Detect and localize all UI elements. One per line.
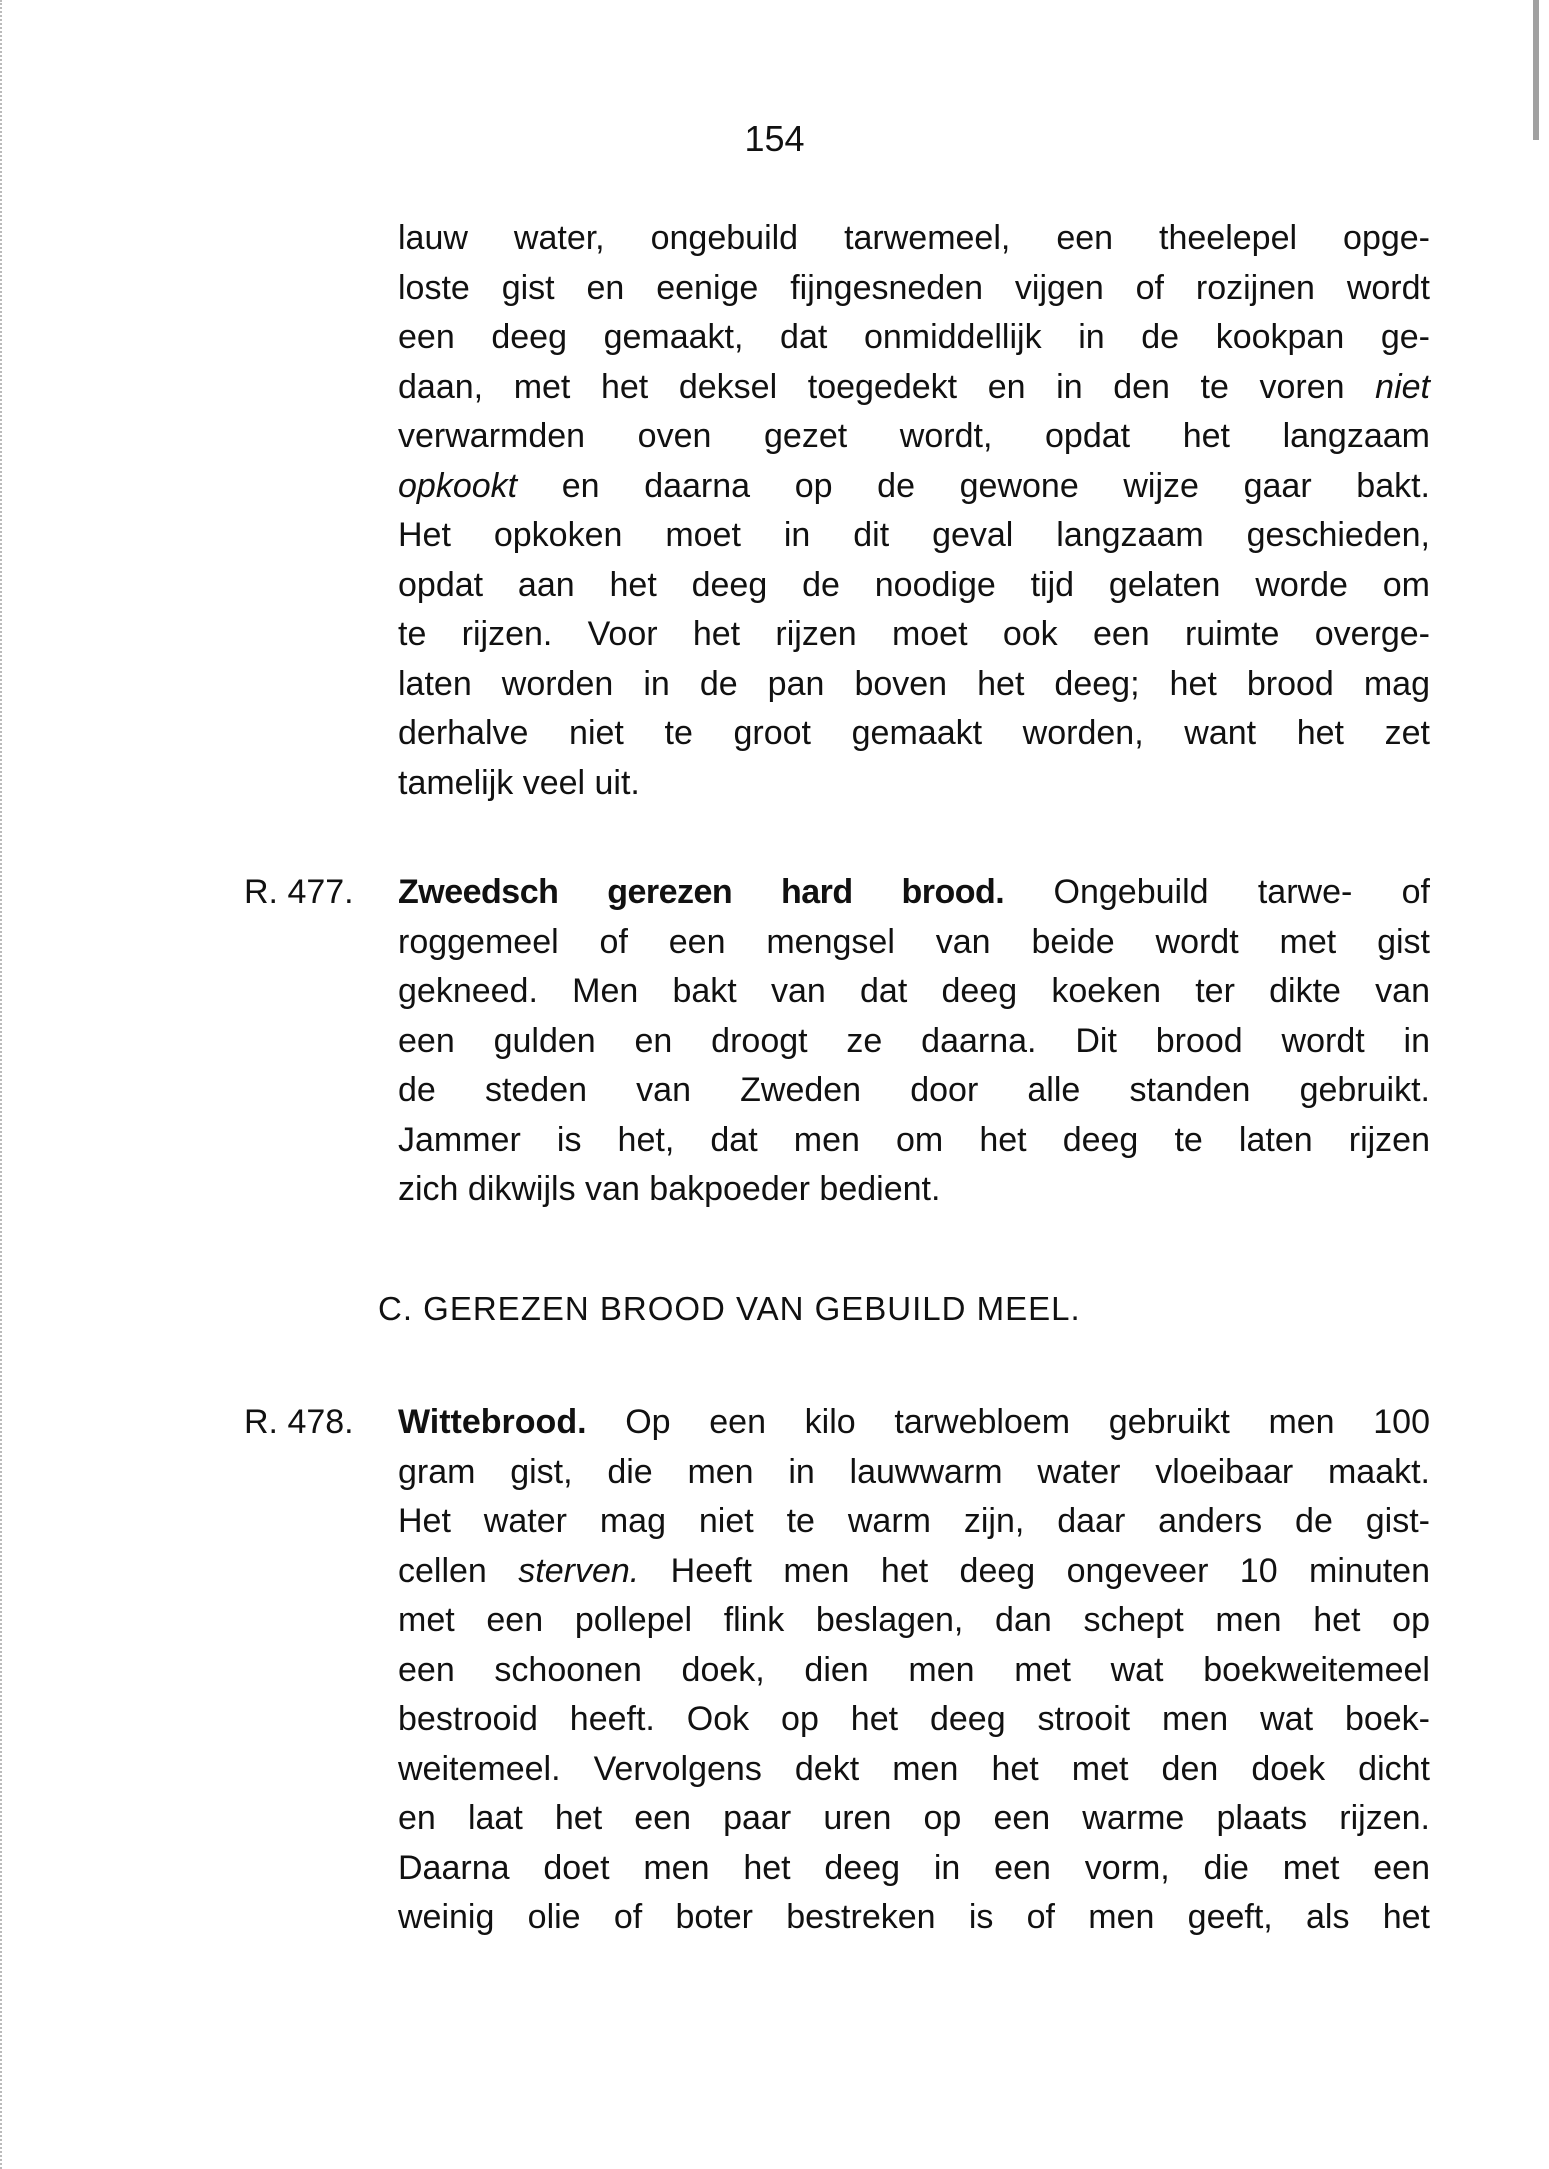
text-line: roggemeel of een mengsel van beide wordt met gist [398,922,1430,961]
page-number: 154 [744,118,805,159]
text-line: cellen sterven. Heeft men het deeg ongeveer 10 minuten [398,1551,1430,1590]
text-line: Het water mag niet te warm zijn, daar anders de gist- [398,1502,1430,1540]
emphasis: opkookt [398,466,518,505]
text-line: Daarna doet men het deeg in een vorm, die met een [398,1848,1430,1887]
recipe-478-label: R. 478. [244,1403,354,1441]
recipe-477-first-line [398,868,1430,918]
text-line: de steden van Zweden door alle standen gebruikt. [398,1071,1430,1109]
text-line: weinig olie of boter bestreken is of men geeft, als het [398,1898,1430,1936]
text-line: en laat het een paar uren op een warme plaats rijzen. [398,1799,1430,1837]
continuation-paragraph [398,214,1430,808]
recipe-478-title: Wittebrood. [398,1403,587,1441]
text-line: bestrooid heeft. Ook op het deeg strooit men wat boek- [398,1700,1430,1738]
text-line: Het opkoken moet in dit geval langzaam geschieden, [398,516,1430,554]
text-line: een deeg gemaakt, dat onmiddellijk in de kookpan ge- [398,318,1430,356]
text-line: derhalve niet te groot gemaakt worden, want het zet [398,714,1430,752]
text-line: opdat aan het deeg de noodige tijd gelaten worde om [398,565,1430,604]
text-line: zich dikwijls van bakpoeder bedient. [398,1170,941,1208]
page-edge-left [0,0,16,2169]
emphasis: sterven. [518,1551,640,1590]
text-line: verwarmden oven gezet wordt, opdat het langzaam [398,417,1430,455]
recipe-478 [398,1398,1430,1943]
section-heading: C. GEREZEN BROOD VAN GEBUILD MEEL. [378,1290,1081,1327]
text-line: lauw water, ongebuild tarwemeel, een theelepel opge- [398,219,1430,257]
text-line: opkookt en daarna op de gewone wijze gaar bakt. [398,466,1430,505]
text-line: een schoonen doek, dien men met wat boekweitemeel [398,1650,1430,1689]
emphasis: niet [1375,367,1430,406]
text-line: loste gist en eenige fijngesneden vijgen of rozijnen wordt [398,268,1430,307]
recipe-478-first-text: Op een kilo tarwebloem gebruikt men 100 [625,1403,1430,1441]
text-line: daan, met het deksel toegedekt en in den te voren niet [398,367,1430,406]
text-line: Jammer is het, dat men om het deeg te laten rijzen [398,1120,1430,1159]
text-line: laten worden in de pan boven het deeg; het brood mag [398,664,1430,703]
recipe-477-first-text: Ongebuild tarwe- of [1053,873,1430,911]
recipe-477 [398,868,1430,1215]
text-line: gram gist, die men in lauwwarm water vloeibaar maakt. [398,1452,1430,1491]
recipe-477-label: R. 477. [244,873,354,911]
text-line: tamelijk veel uit. [398,763,640,802]
text-line: gekneed. Men bakt van dat deeg koeken ter dikte van [398,972,1430,1010]
recipe-477-title: Zweedsch gerezen hard brood. [398,873,1005,911]
text-line: te rijzen. Voor het rijzen moet ook een ruimte overge- [398,615,1430,653]
text-line: weitemeel. Vervolgens dekt men het met den doek dicht [398,1749,1430,1788]
recipe-478-first-line [398,1398,1430,1448]
text-line: een gulden en droogt ze daarna. Dit brood wordt in [398,1021,1430,1060]
text-line: met een pollepel flink beslagen, dan schept men het op [398,1601,1430,1639]
